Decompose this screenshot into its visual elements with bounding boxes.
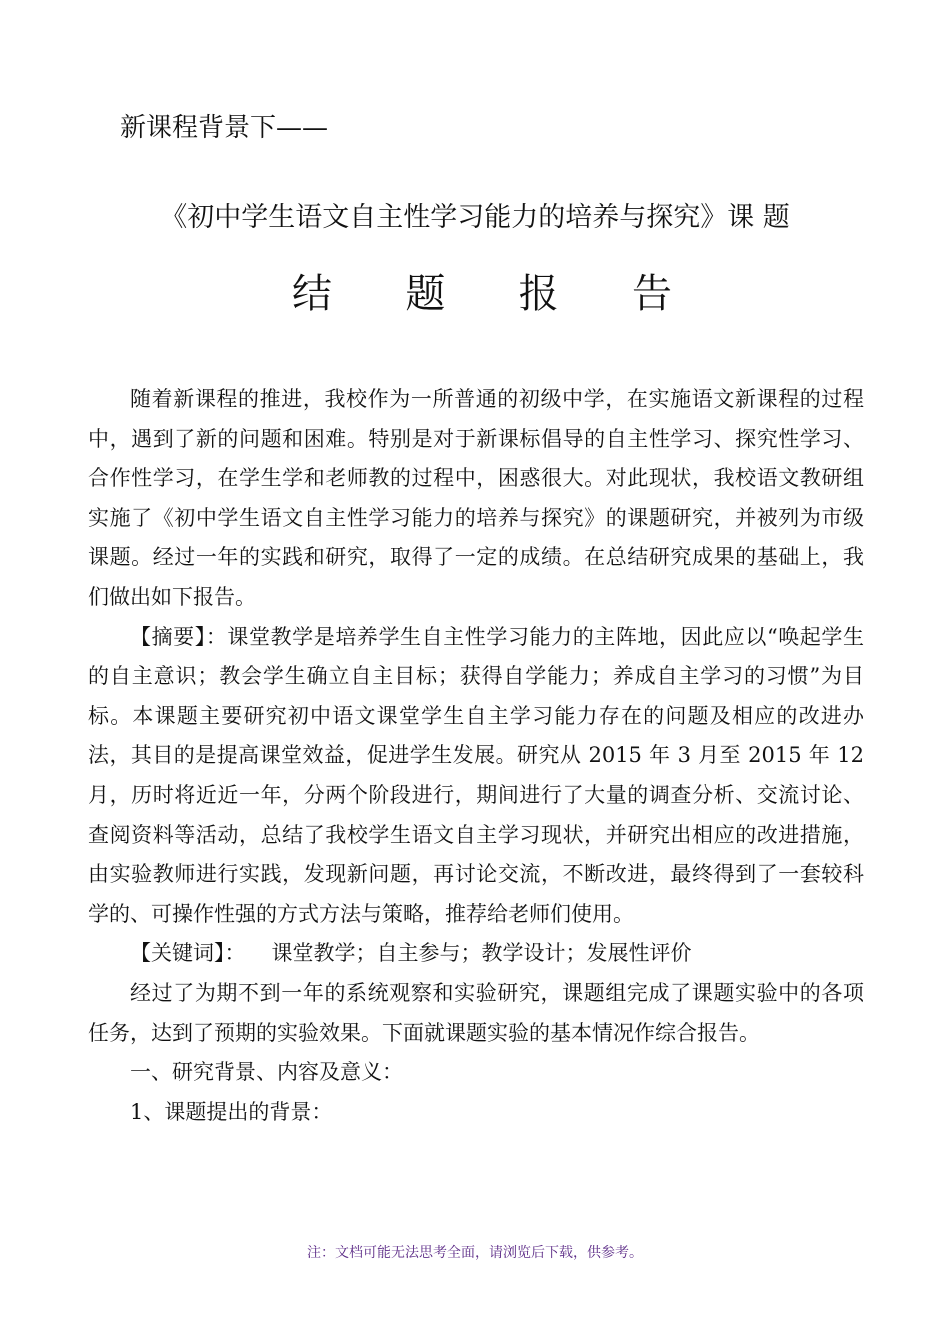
keywords-paragraph — [88, 934, 864, 974]
main-title-char-1: 结 — [292, 271, 332, 317]
abstract-text: ：课堂教学是培养学生自主性学习能力的主阵地，因此应以“唤起学生的自主意识；教会学生确立自主目标；获得自学能力；养成自主学习的习惯”为目标。本课题主要研究初中语文课堂学生自主学习能力存在的问题及相应的改进办法，其目的是提高课堂效益，促进学生发展。研究从 2015 年 3 月至 2015 年 12 月，历时将近近一年，分两个阶段进行，期间进行了大量的调查分析、交流讨论、查阅资料等活动，总结了我校学生语文自主学习现状，并研究出相应的改进措施，由实验教师进行实践，发现新问题，再讨论交流，不断改进，最终得到了一套较科学的、可操作性强的方式方法与策略，推荐给老师们使用。 — [88, 624, 865, 926]
report-main-title — [292, 264, 672, 324]
abstract-paragraph — [88, 618, 864, 935]
abstract-label: 【摘要】 — [130, 624, 206, 649]
footer-note: 注：文档可能无法思考全面，请浏览后下载，供参考。 — [307, 1245, 643, 1261]
main-title-char-4: 告 — [631, 271, 672, 317]
keywords-text: 课堂教学；自主参与；教学设计；发展性评价 — [271, 941, 692, 966]
section-heading-1: 一、研究背景、内容及意义： — [130, 1060, 403, 1085]
document-subtitle: 新课程背景下—— — [120, 113, 329, 143]
keywords-label: 【关键词】： — [130, 941, 246, 966]
main-title-char-3: 报 — [518, 271, 559, 317]
intro-paragraph: 随着新课程的推进，我校作为一所普通的初级中学，在实施语文新课程的过程中，遇到了新的问题和困难。特别是对于新课标倡导的自主性学习、探究性学习、合作性学习，在学生学和老师教的过程中，困惑很大。对此现状，我校语文教研组实施了《初中学生语文自主性学习能力的培养与探究》的课题研究，并被列为市级课题。经过一年的实践和研究，取得了一定的成绩。在总结研究成果的基础上，我们做出如下报告。 — [88, 387, 864, 609]
document-body — [88, 380, 864, 1132]
summary-paragraph: 经过了为期不到一年的系统观察和实验研究，课题组完成了课题实验中的各项任务，达到了预期的实验效果。下面就课题实验的基本情况作综合报告。 — [88, 980, 864, 1045]
main-title-char-2: 题 — [405, 271, 446, 317]
document-title: 《初中学生语文自主性学习能力的培养与探究》课 题 — [160, 202, 790, 233]
subsection-heading-1-1: 1、课题提出的背景： — [130, 1099, 333, 1124]
